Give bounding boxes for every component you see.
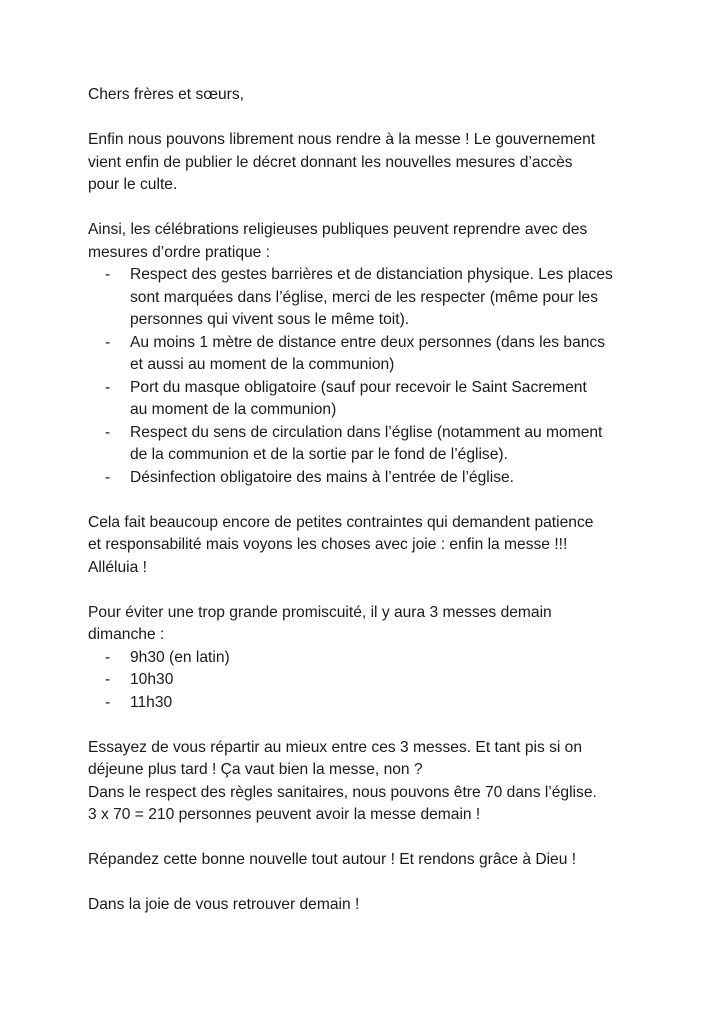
paragraph-patience — [88, 512, 648, 580]
paragraph-line: vient enfin de publier le décret donnant les nouvelles mesures d’accès — [88, 153, 573, 171]
paragraph-mass-schedule — [88, 602, 648, 647]
paragraph-line: pour le culte. — [88, 176, 178, 193]
paragraph-line: déjeune plus tard ! Ça vaut bien la messe, non ? — [88, 761, 423, 778]
paragraph-thanks: Répandez cette bonne nouvelle tout autour ! Et rendons grâce à Dieu ! — [88, 851, 577, 868]
paragraph-line: Enfin nous pouvons librement nous rendre à la messe ! Le gouvernement — [88, 131, 596, 148]
mass-times-list — [88, 647, 648, 715]
bullet-dash: - — [105, 378, 111, 396]
list-item: - Désinfection obligatoire des mains à l’entrée de l’église. — [88, 467, 648, 490]
list-item: - Port du masque obligatoire (sauf pour recevoir le Saint Sacrement au moment de la communion) — [105, 378, 587, 418]
paragraph-line: 3 x 70 = 210 personnes peuvent avoir la messe demain ! — [88, 806, 481, 823]
measures-list — [88, 264, 648, 489]
paragraph-line: Dans le respect des règles sanitaires, nous pouvons être 70 dans l’église. — [88, 783, 597, 801]
paragraph-line: et responsabilité mais voyons les choses avec joie : enfin la messe !!! — [88, 536, 568, 553]
paragraph-line: Alléluia ! — [88, 558, 147, 576]
bullet-dash: - — [105, 648, 111, 666]
list-item: - Respect des gestes barrières et de distanciation physique. Les places sont marquées dans l’église, merci de les respecter (même pour les personnes qui vivent sous le même toit). — [105, 266, 613, 328]
list-item: - Au moins 1 mètre de distance entre deux personnes (dans les bancs et aussi au moment de la communion) — [105, 333, 606, 373]
paragraph-capacity — [88, 737, 648, 827]
bullet-dash: - — [105, 693, 111, 711]
paragraph-line: Ainsi, les célébrations religieuses publiques peuvent reprendre avec des — [88, 221, 588, 238]
letter-page — [88, 84, 648, 917]
paragraph-line: Cela fait beaucoup encore de petites contraintes qui demandent patience — [88, 513, 594, 531]
list-item: - 11h30 — [88, 692, 648, 715]
bullet-dash: - — [105, 423, 111, 441]
paragraph-line: Pour éviter une trop grande promiscuité, il y aura 3 messes demain — [88, 603, 552, 621]
bullet-dash: - — [105, 333, 111, 351]
bullet-dash: - — [105, 266, 111, 283]
paragraph-announcement — [88, 129, 648, 197]
list-item: - Respect du sens de circulation dans l’église (notamment au moment de la communion et de la sortie par le fond de l’église). — [105, 423, 603, 463]
bullet-dash: - — [105, 671, 111, 688]
paragraph-line: mesures d’ordre pratique : — [88, 243, 271, 261]
paragraph-line: dimanche : — [88, 626, 165, 643]
list-item: - 10h30 — [88, 669, 648, 692]
paragraph-line: Essayez de vous répartir au mieux entre ces 3 messes. Et tant pis si on — [88, 738, 583, 756]
list-item: - 9h30 (en latin) — [88, 647, 648, 670]
greeting: Chers frères et sœurs, — [88, 86, 244, 103]
closing-line: Dans la joie de vous retrouver demain ! — [88, 896, 360, 913]
paragraph-measures-intro — [88, 219, 648, 264]
bullet-dash: - — [105, 468, 111, 486]
